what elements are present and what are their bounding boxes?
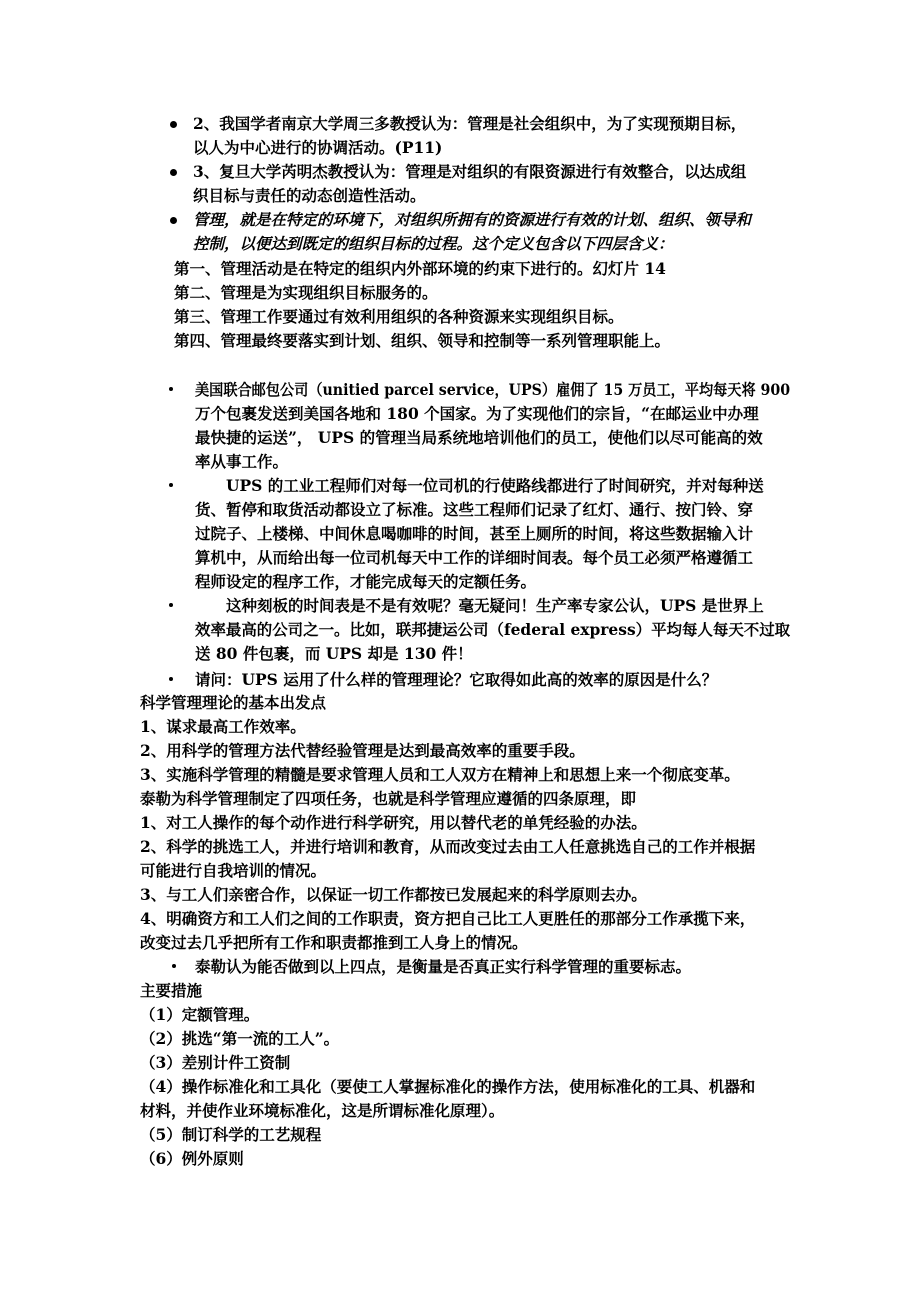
ups-para-3-line-1: 这种刻板的时间表是不是有效呢？毫无疑问！生产率专家公认，UPS 是世界上 bbox=[226, 596, 764, 615]
measure-3: （3）差别计件工资制 bbox=[140, 1053, 291, 1072]
taylor-task-3: 3、与工人们亲密合作，以保证一切工作都按已发展起来的科学原则去办。 bbox=[140, 885, 647, 904]
bullet-dot-icon bbox=[170, 217, 177, 224]
scientific-heading: 科学管理理论的基本出发点 bbox=[140, 693, 327, 712]
measure-2: （2）挑选“第一流的工人”。 bbox=[140, 1029, 340, 1048]
ups-para-2-line-4: 算机中，从而给出每一位司机每天中工作的详细时间表。每个员工必须严格遵循工 bbox=[195, 548, 754, 567]
bullet-dot-icon bbox=[170, 121, 177, 128]
meaning-3: 第三、管理工作要通过有效利用组织的各种资源来实现组织目标。 bbox=[174, 307, 624, 326]
measures-heading: 主要措施 bbox=[140, 981, 203, 1000]
definition-item-3-line-2: 控制，以便达到既定的组织目标的过程。这个定义包含以下四层含义： bbox=[193, 234, 674, 253]
ups-para-2-line-3: 过院子、上楼梯、中间休息喝咖啡的时间，甚至上厕所的时间，将这些数据输入计 bbox=[195, 524, 754, 543]
ups-para-1-line-1: 美国联合邮包公司（unitied parcel service，UPS）雇佣了 15 万员工，平均每天将 900 bbox=[195, 380, 791, 399]
measure-5: （5）制订科学的工艺规程 bbox=[140, 1125, 322, 1144]
definition-item-3-line-1: 管理，就是在特定的环境下，对组织所拥有的资源进行有效的计划、组织、领导和 bbox=[193, 210, 752, 229]
taylor-task-4-line-1: 4、明确资方和工人们之间的工作职责，资方把自己比工人更胜任的那部分工作承揽下来， bbox=[140, 909, 756, 928]
taylor-task-2-line-2: 可能进行自我培训的情况。 bbox=[140, 861, 327, 880]
ups-para-2-line-5: 程师设定的程序工作，才能完成每天的定额任务。 bbox=[195, 572, 537, 591]
measure-4-line-2: 材料，并使作业环境标准化，这是所谓标准化原理）。 bbox=[140, 1101, 505, 1120]
ups-para-2-line-2: 货、暂停和取货活动都设立了标准。这些工程师们记录了红灯、通行、按门铃、穿 bbox=[195, 500, 754, 519]
taylor-task-1: 1、对工人操作的每个动作进行科学研究，用以替代老的单凭经验的办法。 bbox=[140, 813, 647, 832]
ups-question: 请问：UPS 运用了什么样的管理理论？它取得如此高的效率的原因是什么？ bbox=[195, 670, 718, 689]
scientific-point-2: 2、用科学的管理方法代替经验管理是达到最高效率的重要手段。 bbox=[140, 741, 585, 760]
ups-para-1-line-4: 率从事工作。 bbox=[195, 452, 289, 471]
measure-1: （1）定额管理。 bbox=[140, 1005, 260, 1024]
bullet-dot-icon bbox=[169, 677, 173, 681]
definition-item-2-line-2: 织目标与责任的动态创造性活动。 bbox=[193, 186, 426, 205]
taylor-task-2-line-1: 2、科学的挑选工人，并进行培训和教育，从而改变过去由工人任意挑选自己的工作并根据 bbox=[140, 837, 756, 856]
definition-item-2-line-1: 3、复旦大学芮明杰教授认为：管理是对组织的有限资源进行有效整合，以达成组 bbox=[193, 162, 747, 181]
bullet-dot-icon bbox=[169, 483, 173, 487]
ups-para-1-line-2: 万个包裹发送到美国各地和 180 个国家。为了实现他们的宗旨，“在邮运业中办理 bbox=[195, 404, 759, 423]
scientific-point-3: 3、实施科学管理的精髓是要求管理人员和工人双方在精神上和思想上来一个彻底变革。 bbox=[140, 765, 740, 784]
bullet-dot-icon bbox=[172, 964, 176, 968]
meaning-1: 第一、管理活动是在特定的组织内外部环境的约束下进行的。幻灯片 14 bbox=[174, 259, 666, 278]
ups-para-2-line-1: UPS 的工业工程师们对每一位司机的行使路线都进行了时间研究，并对每种送 bbox=[226, 476, 764, 495]
meaning-2: 第二、管理是为实现组织目标服务的。 bbox=[174, 283, 438, 302]
definition-item-1-line-2: 以人为中心进行的协调活动。(P11) bbox=[193, 138, 443, 157]
taylor-note: 泰勒认为能否做到以上四点，是衡量是否真正实行科学管理的重要标志。 bbox=[195, 957, 692, 976]
ups-para-3-line-3: 送 80 件包裹，而 UPS 却是 130 件！ bbox=[195, 644, 473, 663]
taylor-task-4-line-2: 改变过去几乎把所有工作和职责都推到工人身上的情况。 bbox=[140, 933, 528, 952]
measure-6: （6）例外原则 bbox=[140, 1149, 244, 1168]
scientific-point-1: 1、谋求最高工作效率。 bbox=[140, 717, 306, 736]
bullet-dot-icon bbox=[169, 387, 173, 391]
taylor-intro: 泰勒为科学管理制定了四项任务，也就是科学管理应遵循的四条原理，即 bbox=[140, 789, 637, 808]
ups-para-3-line-2: 效率最高的公司之一。比如，联邦捷运公司（federal express）平均每人每天不过取 bbox=[195, 620, 791, 639]
measure-4-line-1: （4）操作标准化和工具化（要使工人掌握标准化的操作方法，使用标准化的工具、机器和 bbox=[140, 1077, 756, 1096]
definition-item-1-line-1: 2、我国学者南京大学周三多教授认为：管理是社会组织中，为了实现预期目标， bbox=[193, 114, 747, 133]
meaning-4: 第四、管理最终要落实到计划、组织、领导和控制等一系列管理职能上。 bbox=[174, 331, 671, 350]
bullet-dot-icon bbox=[170, 169, 177, 176]
bullet-dot-icon bbox=[169, 603, 173, 607]
ups-para-1-line-3: 最快捷的运送”， UPS 的管理当局系统地培训他们的员工，使他们以尽可能高的效 bbox=[195, 428, 763, 447]
